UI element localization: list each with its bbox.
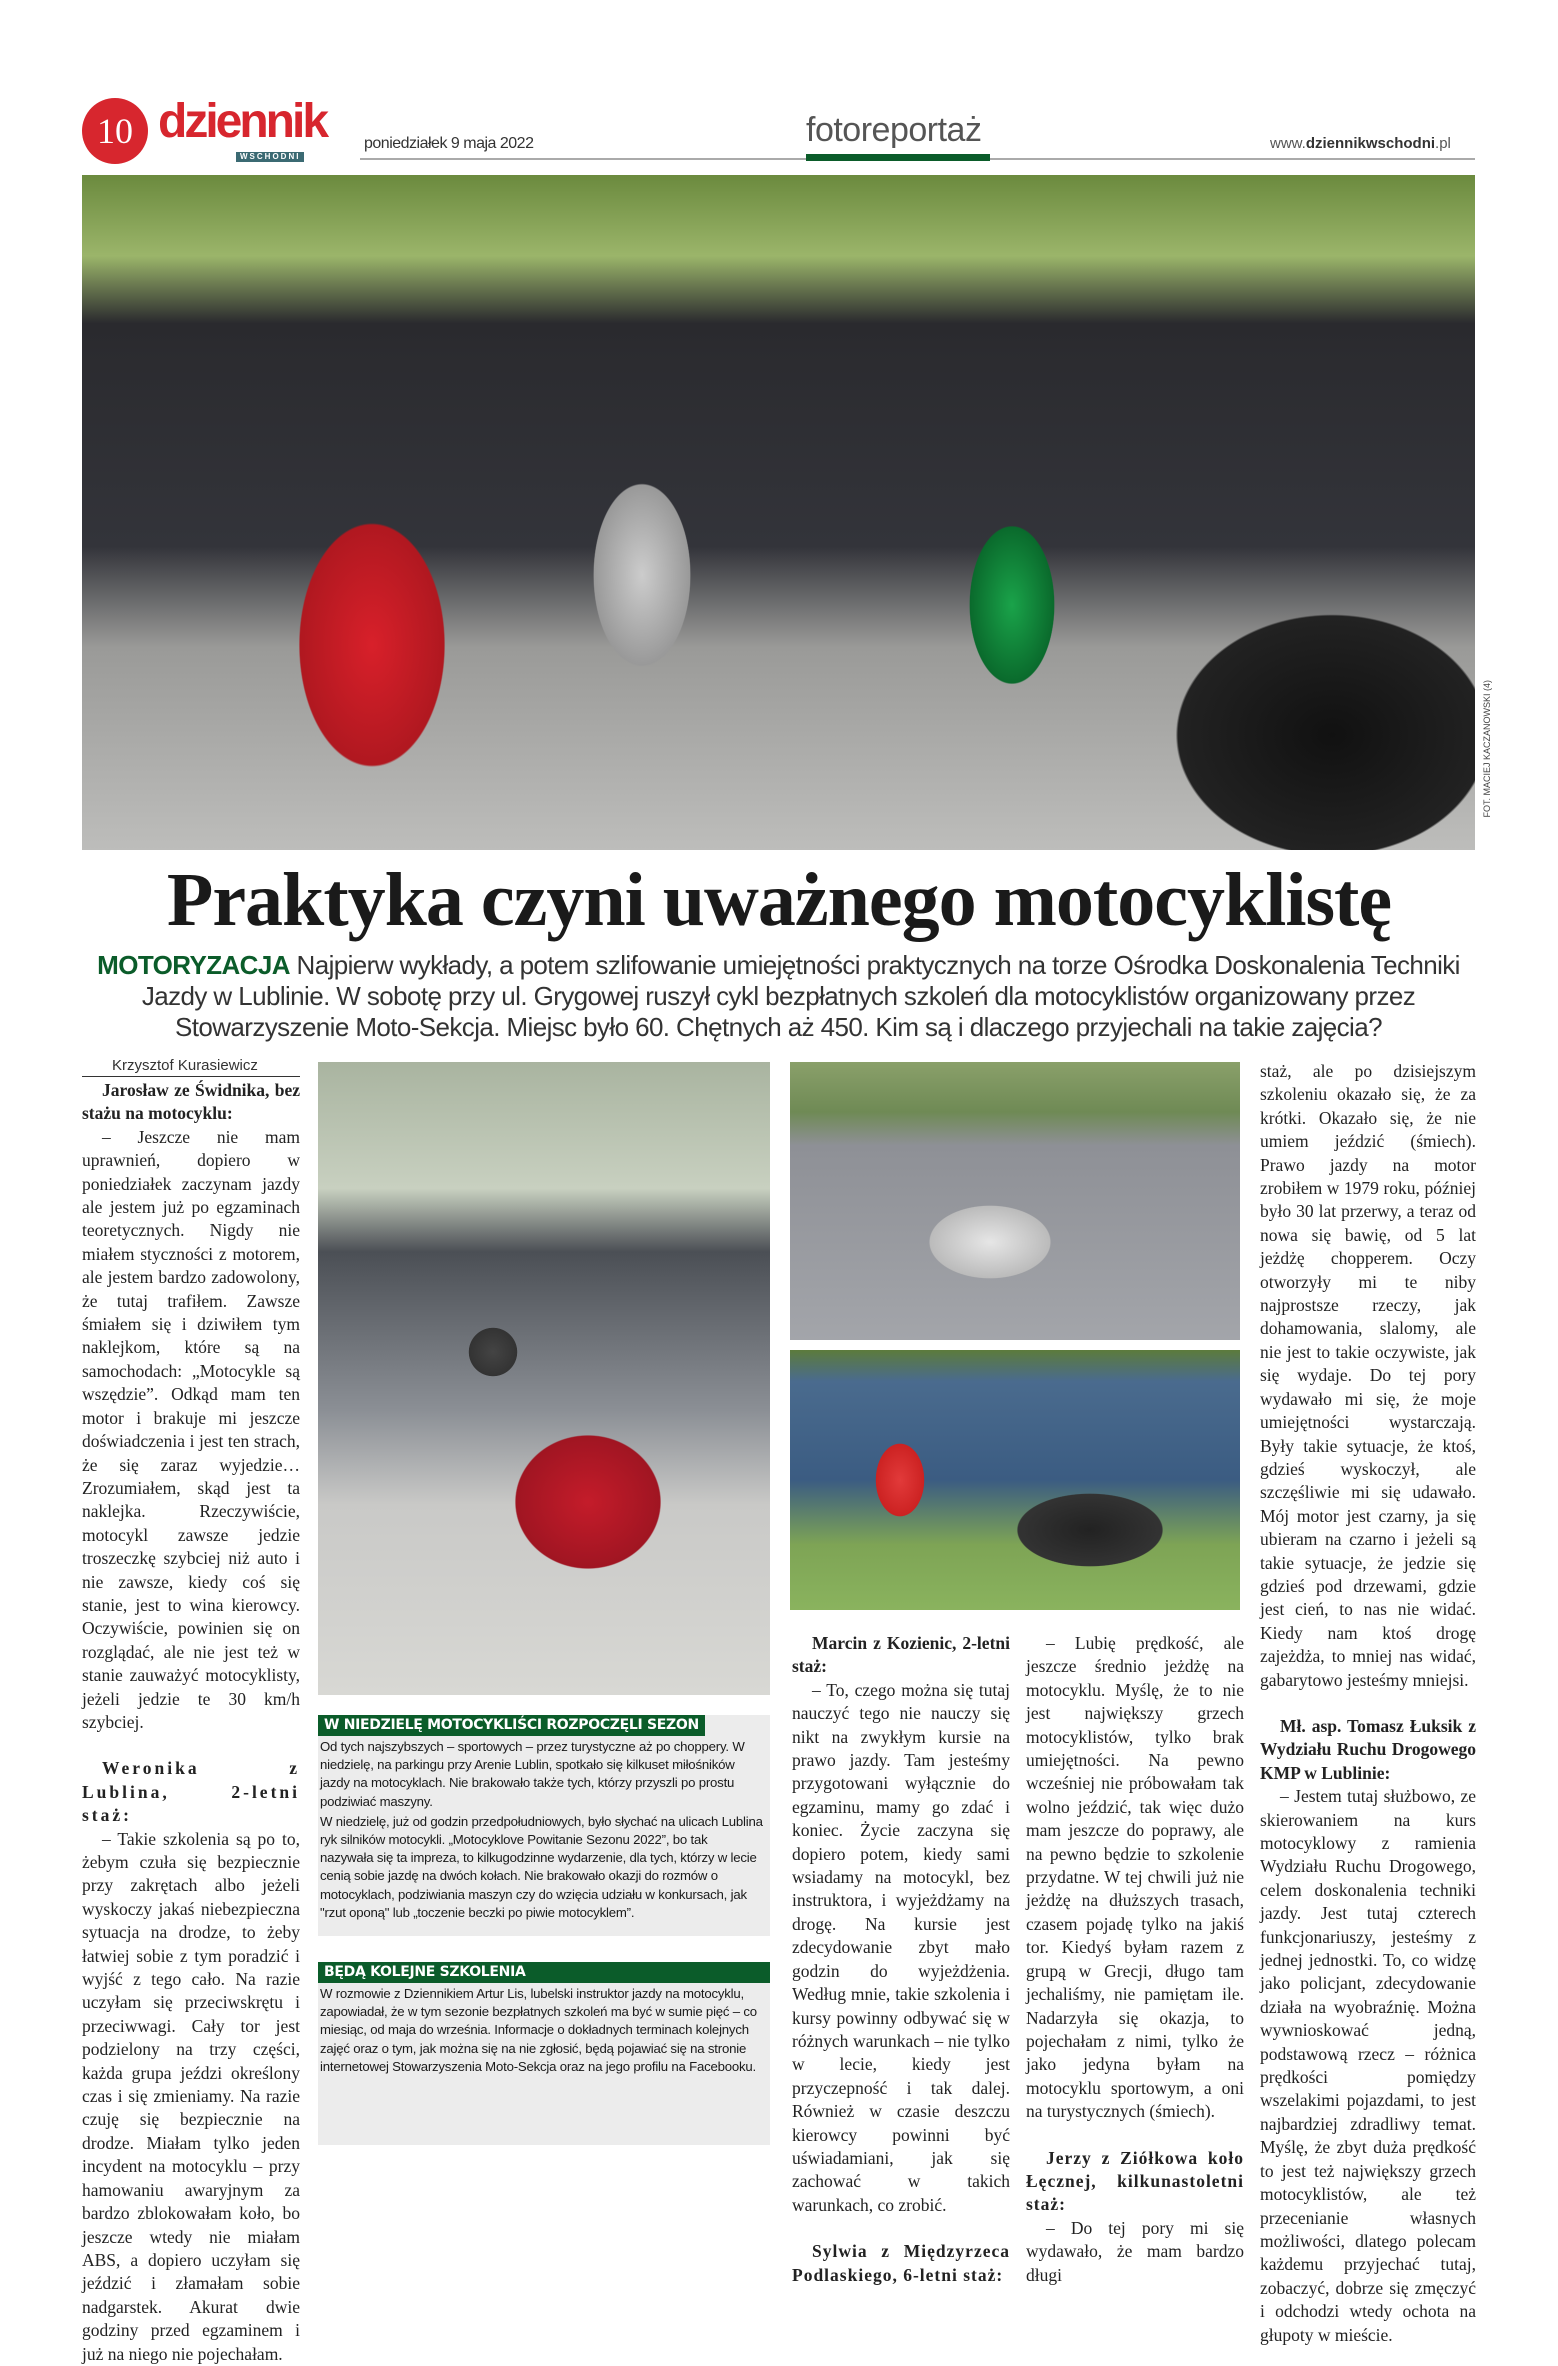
website-link[interactable] — [1270, 134, 1451, 154]
photo-motorcycle-solar-panels — [790, 1350, 1240, 1610]
column-3 — [792, 1632, 1010, 2287]
box-paragraph: W niedzielę, już od godzin przedpołudniowych, było słychać na ulicach Lublina ryk silników motocykli. „Motocyklove Powitanie Sezonu 2022”, bo tak nazywała się ta impreza, to kilkugodzinne wydarzenie, dla tych, którzy w lecie cenią sobie jazdę na dwóch kołach. Nie brakowało okazji do rozmów o motocyklach, podziwiania maszyn czy do wzięcia udziału w konkursach, jak "rzut oponą" lub „toczenie beczki po piwie motocyklem”. — [320, 1813, 763, 1920]
page-number: 10 — [82, 98, 148, 164]
headline: Praktyka czyni uważnego motocyklistę — [166, 858, 1392, 942]
column-1 — [82, 1056, 300, 2366]
column-5 — [1260, 1060, 1476, 2347]
lead-kicker: MOTORYZACJA — [97, 950, 290, 980]
section-bar — [806, 154, 990, 161]
section-title: fotoreportaż — [806, 111, 982, 149]
quote-paragraph: – Jestem tutaj służbowo, ze skierowaniem na kurs motocyklowy z ramienia Wydziału Ruchu Drogowego, celem doskonalenia techniki jazdy. Jest tutaj czterech funkcjonariuszy, jesteśmy z jednej jednostki. To, co widzę jako policjant, zdecydowanie działa na wyobraźnię. Można wywnioskować jedną, podstawową rzecz – różnica prędkości pomiędzy wszelakimi pojazdami, to jest najbardziej zdradliwy temat. Myślę, że zbyt duża prędkość to jest też największy grzech motocyklistów, ale też przecenianie własnych możliwości, dlatego polecam każdemu przyjechać tutaj, zobaczyć, dobrze się zmęczyć i odchodzi wtedy ochota na głupoty w mieście. — [1260, 1786, 1476, 2345]
box-heading: W NIEDZIELĘ MOTOCYKLIŚCI ROZPOCZĘLI SEZON — [318, 1715, 705, 1736]
quote-paragraph: – Jeszcze nie mam uprawnień, dopiero w poniedziałek zaczynam jazdy ale jestem już po egzaminach teoretycznych. Nigdy nie miałem styczności z motorem, ale jestem bardzo zadowolony, że tutaj trafiłem. Zawsze śmiałem się i dziwiłem tym naklejkom, które są na samochodach: „Motocykle są wszędzie”. Odkąd mam ten motor i brakuje mi jeszcze doświadczenia i jest ten strach, że się zaraz wyjedzie… Zrozumiałem, skąd jest ta naklejka. Rzeczywiście, motocykl zawsze jedzie troszeczkę szybciej niż auto i nie zawsze, kiedy coś się stanie, jest to wina kierowcy. Oczywiście, powinien się on rozglądać, ale nie jest też w stanie zauważyć motocyklisty, jeżeli jedzie te 30 km/h szybciej. — [82, 1126, 300, 1732]
byline: Krzysztof Kurasiewicz — [82, 1056, 300, 1077]
photo-red-motorcycle-slalom — [318, 1062, 770, 1695]
box-separator — [318, 1936, 770, 1962]
column-4 — [1026, 1632, 1244, 2287]
speaker: Mł. asp. Tomasz Łuksik z Wydziału Ruchu Drogowego KMP w Lublinie: — [1260, 1715, 1476, 1783]
issue-date: poniedziałek 9 maja 2022 — [364, 135, 534, 152]
quote-paragraph: – Do tej pory mi się wydawało, że mam bardzo długi — [1026, 2217, 1244, 2285]
quote-paragraph: – To, czego można się tutaj nauczyć tego nie nauczy się nikt na zwykłym kursie na prawo jazdy. Tam jesteśmy przygotowani wyłącznie do egzaminu, mamy go zdać i koniec. Życie zaczyna się dopiero potem, kiedy sami wsiadamy na motocykl, bez instruktora, i wyjeżdżamy na drogę. Na kursie jest zdecydowanie zbyt mało godzin do wyjeżdżenia. Według mnie, takie szkolenia i kursy powinny odbywać się w różnych warunkach – nie tylko w lecie, kiedy jest przyczepność i tak dalej. Również w czasie deszczu kierowcy powinni być uświadamiani, jak się zachować w takich warunkach, co zrobić. — [792, 1679, 1010, 2215]
speaker: Jarosław ze Świdnika, bez stażu na motocyklu: — [82, 1080, 300, 1124]
photo-police-motorcycle — [790, 1062, 1240, 1340]
speaker: Jerzy z Ziółkowa koło Łęcznej, kilkunastoletni staż: — [1026, 2147, 1244, 2215]
box-heading: BĘDĄ KOLEJNE SZKOLENIA — [318, 1962, 770, 1983]
speaker: Marcin z Kozienic, 2-letni staż: — [792, 1633, 1010, 1677]
photo-credit: FOT. MACIEJ KACZANOWSKI (4) — [1482, 680, 1492, 818]
quote-paragraph: – Lubię prędkość, ale jeszcze średnio jeżdżę na motocyklu. Myślę, że to nie jest największy grzech motocyklistów, tylko brak umiejętności. Na pewno wcześniej nie próbowałam tak wolno jeździć, tak więc dużo mam jeszcze do poprawy, ale na pewno będzie to szkolenie przydatne. W tej chwili już nie jeżdżę na dłuższych trasach, czasem pojadę tylko na jakiś tor. Kiedyś byłam razem z grupą w Grecji, długo tam jechaliśmy, nie pamiętam ile. Nadarzyła się okazja, to pojechałam z nimi, tylko że jako jedyna byłam na motocyklu sportowym, a oni na turystycznych (śmiech). — [1026, 1633, 1244, 2122]
site-suffix: .pl — [1435, 135, 1451, 152]
main-photo-motorcyclists — [82, 175, 1475, 850]
box-paragraph: Od tych najszybszych – sportowych – przez turystyczne aż po choppery. W niedzielę, na parkingu przy Arenie Lublin, spotkało się kilkuset miłośników jazdy na motocyklach. Nie brakowało także tych, którzy przyszli po prostu podziwiać maszyny. — [320, 1739, 745, 1809]
quote-paragraph: staż, ale po dzisiejszym szkoleniu okazało się, że za krótki. Okazało się, że nie umiem jeździć (śmiech). Prawo jazdy na motor zrobiłem w 1979 roku, później było 30 lat przerwy, a teraz od nowa się bawię, od 5 lat jeżdżę chopperem. Oczy otworzyły mi te niby najprostsze rzeczy, jak dohamowania, slalomy, ale nie jest to takie oczywiste, jak się wydaje. Do tej pory wydawało mi się, że moje umiejętności wystarczają. Były takie sytuacje, że ktoś, gdzieś wyskoczył, ale szczęśliwie mi się udawało. Mój motor jest czarny, ja się ubieram na czarno i jeżeli są takie sytuacje, że jedzie się gdzieś pod drzewami, gdzie jest cień, to nas nie widać. Kiedy nam ktoś drogę zajeżdża, to mniej nas widać, gabarytowo jesteśmy mniejsi. — [1260, 1061, 1476, 1690]
box-paragraph: W rozmowie z Dziennikiem Artur Lis, lubelski instruktor jazdy na motocyklu, zapowiadał, że w tym sezonie bezpłatnych szkoleń ma być w sumie pięć – co miesiąc, od maja do września. Informacje o dokładnych terminach kolejnych zajęć oraz o tym, jak można się na nie zgłosić, będą pojawiać się na stronie internetowej Stowarzyszenia Moto-Sekcja oraz na jego profilu na Facebooku. — [320, 1986, 757, 2074]
newspaper-logo: dziennik — [158, 95, 327, 148]
speaker: Weronika z Lublina, 2-letni staż: — [82, 1758, 300, 1826]
lead-paragraph — [82, 950, 1475, 1043]
site-prefix: www. — [1270, 135, 1306, 152]
info-box — [318, 1715, 770, 2145]
speaker: Sylwia z Międzyrzeca Podlaskiego, 6-letni staż: — [792, 2241, 1010, 2285]
site-name: dziennikwschodni — [1305, 135, 1436, 152]
quote-paragraph: – Takie szkolenia są po to, żebym czuła się bezpiecznie przy zakrętach albo jeżeli wyskoczy jakaś niebezpieczna sytuacja na drodze, to żeby łatwiej sobie z tym poradzić i wyjść z tego cało. Na razie uczyłam się przeciwskrętu i przeciwwagi. Cały tor jest podzielony na trzy części, każda grupa jeździ określony czas i się zmieniamy. Na razie czuję się bezpiecznie na drodze. Miałam tylko jeden incydent na motocyklu – przy hamowaniu awaryjnym za bardzo zblokowałam koło, bo jeszcze wtedy nie miałam ABS, a dopiero uczyłam się jeździć i złamałam sobie nadgarstek. Akurat dwie godziny przed egzaminem i już na niego nie pojechałam. — [82, 1828, 300, 2364]
lead-text: Najpierw wykłady, a potem szlifowanie umiejętności praktycznych na torze Ośrodka Doskonalenia Techniki Jazdy w Lublinie. W sobotę przy ul. Grygowej ruszył cykl bezpłatnych szkoleń dla motocyklistów organizowany przez Stowarzyszenie Moto-Sekcja. Miejsc było 60. Chętnych aż 450. Kim są i dlaczego przyjechali na takie zajęcia? — [141, 950, 1460, 1042]
newspaper-logo-sub: WSCHODNI — [236, 152, 304, 162]
